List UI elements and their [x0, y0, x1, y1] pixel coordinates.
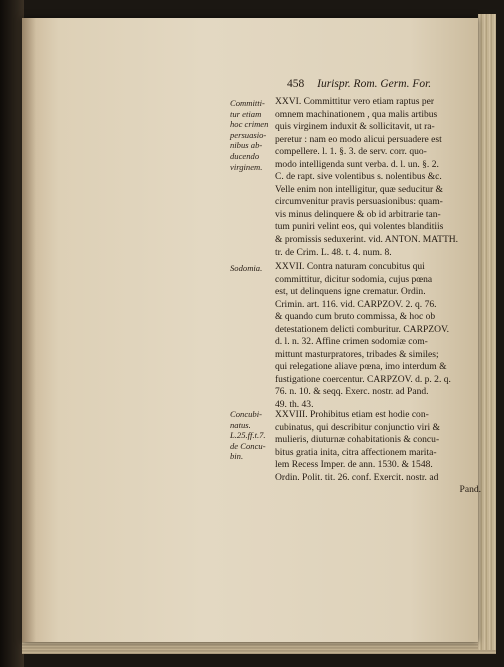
margin-note-line: persuasio-	[230, 129, 267, 140]
text-line: modo intelligenda sunt verba. d. l. un. §. 2.	[275, 158, 439, 170]
margin-note-line: Concubi-	[230, 409, 262, 419]
running-header	[287, 78, 477, 90]
text-line: cubinatus, qui describitur conjunctio viri &	[275, 421, 440, 433]
text-line: Pand.	[459, 484, 481, 496]
running-title: Iurispr. Rom. Germ. For.	[317, 78, 432, 90]
text-line: mittunt masturpratores, tribades & similes;	[275, 348, 439, 360]
margin-note-line: de Concu-	[230, 440, 266, 451]
section-26	[275, 96, 481, 259]
text-line: vis minus delinquere & ob id arbitrarie tan-	[275, 208, 441, 220]
text-line: Ordin. Polit. tit. 26. conf. Exercit. nostr. ad	[275, 471, 439, 483]
text-line: detestationem delicti comburitur. CARPZOV.	[275, 323, 450, 335]
text-line: fustigatione coercentur. CARPZOV. d. p. 2. q.	[275, 373, 451, 385]
text-line: XXVI. Committitur vero etiam raptus per	[275, 96, 435, 107]
margin-note-line: nibus ab-	[230, 140, 263, 151]
text-line: committitur, dicitur sodomia, cujus pœna	[275, 273, 433, 285]
text-line: tr. de Crim. L. 48. t. 4. num. 8.	[275, 246, 392, 258]
margin-note-line: Sodomia.	[230, 263, 263, 273]
page-stack-bottom	[22, 642, 496, 654]
page-number: 458	[287, 78, 305, 90]
margin-note-line: Committi-	[230, 98, 265, 108]
text-line: compellere. l. 1. §. 3. de serv. corr. quo-	[275, 146, 427, 158]
text-line: C. de rapt. sive volentibus s. nolentibus &c.	[275, 171, 442, 183]
text-line: XXVII. Contra naturam concubitus qui	[275, 261, 425, 272]
text-line: qui relegatione aliave pœna, imo interdum &	[275, 361, 447, 373]
text-line: peretur : nam eo modo alicui persuadere est	[275, 133, 442, 145]
margin-note-line: virginem.	[230, 161, 263, 172]
margin-note-committitur	[230, 98, 268, 172]
text-line: est, ut delinquens igne crematur. Ordin.	[275, 286, 426, 298]
text-line: circumvenitur pravis persuasionibus: quam-	[275, 196, 443, 208]
text-line: lem Recess Imper. de ann. 1530. & 1548.	[275, 459, 433, 471]
book-spine	[0, 0, 24, 667]
text-line: d. l. n. 32. Affine crimen sodomiæ com-	[275, 336, 428, 348]
section-28	[275, 409, 481, 497]
text-line: & promissis seduxerint. vid. ANTON. MATTH.	[275, 234, 459, 246]
text-line: Crimin. art. 116. vid. CARPZOV. 2. q. 76.	[275, 298, 437, 310]
margin-note-concubinatus	[230, 409, 266, 462]
margin-note-sodomia	[230, 263, 262, 274]
text-line: 49. th. 43.	[275, 399, 314, 411]
margin-note-line: L.25.ff.t.7.	[230, 430, 266, 441]
text-line: XXVIII. Prohibitus etiam est hodie con-	[275, 409, 429, 420]
margin-note-line: tur etiam	[230, 108, 262, 119]
margin-note-line: ducendo	[230, 150, 260, 161]
text-line: & quando cum bruto commissa, & hoc ob	[275, 311, 436, 323]
section-27	[275, 261, 481, 412]
text-line: quis virginem induxit & sollicitavit, ut ra-	[275, 121, 435, 133]
binding-shadow	[22, 18, 36, 642]
margin-note-line: bin.	[230, 451, 244, 462]
text-line: mulieris, diuturnæ cohabitationis & concu-	[275, 434, 440, 446]
text-line: Velle enim non intelligitur, quæ seducitur &	[275, 183, 443, 195]
text-line: omnem machinationem , qua malis artibus	[275, 108, 438, 120]
margin-note-line: hoc crimen	[230, 119, 269, 130]
text-line: 76. n. 10. & seqq. Exerc. nostr. ad Pand.	[275, 386, 429, 398]
margin-note-line: natus.	[230, 419, 251, 430]
text-line: tum puniri velint eos, qui volentes blanditiis	[275, 221, 444, 233]
text-line: bitus gratia inita, citra affectionem marita-	[275, 446, 437, 458]
